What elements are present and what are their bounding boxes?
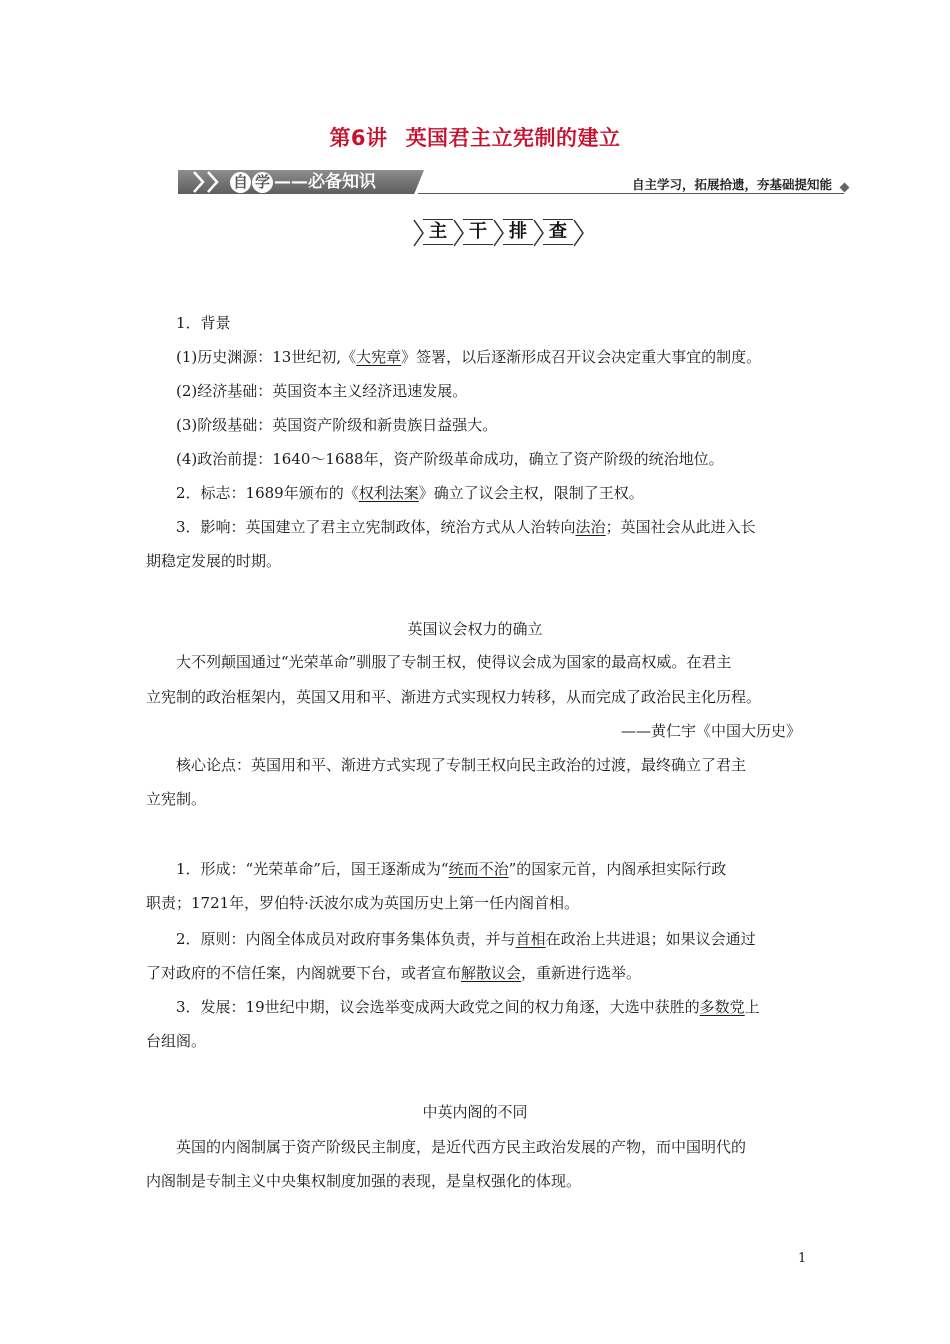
history-origin-line xyxy=(176,340,761,374)
lesson-number: 第6讲 xyxy=(329,126,388,150)
principle-line xyxy=(176,922,756,956)
page-number: 1 xyxy=(798,1251,807,1266)
underlined-term: 法治 xyxy=(575,518,606,536)
principle-line-cont xyxy=(146,956,641,990)
text-run: 2．标志：1689年颁布的《 xyxy=(176,484,359,502)
formation-line-cont: 职责；1721年，罗伯特·沃波尔成为英国历史上第一任内阁首相。 xyxy=(146,894,579,912)
text-run: ”的国家元首，内阁承担实际行政 xyxy=(508,860,727,878)
box2-paragraph-line: 英国的内阁制属于资产阶级民主制度，是近代西方民主政治发展的产物，而中国明代的 xyxy=(176,1138,747,1156)
box1-paragraph-line: 立宪制的政治框架内，英国又用和平、渐进方式实现权力转移，从而完成了政治民主化历程。 xyxy=(146,688,762,706)
banner-char-self: 自 xyxy=(230,172,251,193)
core-argument-line: 立宪制。 xyxy=(146,790,207,808)
background-heading: 1．背景 xyxy=(176,314,231,332)
underlined-term: 首相 xyxy=(515,930,546,948)
underlined-term: 大宪章 xyxy=(356,348,402,366)
text-run: (1)历史渊源：13世纪初,《 xyxy=(176,348,357,366)
underlined-term: 多数党 xyxy=(699,998,745,1016)
section-banner xyxy=(178,168,850,196)
text-run: 上 xyxy=(744,998,760,1016)
diamond-icon xyxy=(840,183,850,193)
banner-rule xyxy=(418,193,844,194)
underlined-term: 解散议会 xyxy=(461,964,522,982)
impact-line xyxy=(176,510,756,544)
box1-heading: 英国议会权力的确立 xyxy=(407,620,543,638)
box2-paragraph-line: 内阁制是专制主义中央集权制度加强的表现，是皇权强化的体现。 xyxy=(146,1172,582,1190)
chevron-right-icon xyxy=(206,170,220,194)
box1-paragraph-line: 大不列颠国通过“光荣革命”驯服了专制王权，使得议会成为国家的最高权威。在君主 xyxy=(176,653,732,671)
text-run: 在政治上共进退；如果议会通过 xyxy=(545,930,756,948)
development-line-cont: 台组阁。 xyxy=(146,1032,207,1050)
chevron-right-icon xyxy=(192,170,206,194)
economic-basis-line: (2)经济基础：英国资本主义经济迅速发展。 xyxy=(176,382,468,400)
box1-source: ——黄仁宇《中国大历史》 xyxy=(621,722,802,740)
lesson-name: 英国君主立宪制的建立 xyxy=(405,126,621,150)
banner-slogan: 自主学习，拓展拾遗，夯基础提知能 xyxy=(631,177,832,192)
chevron-right-icon xyxy=(573,219,585,247)
text-run: ，重新进行选举。 xyxy=(521,964,642,982)
zhugan-char-1: 主 xyxy=(423,219,453,245)
box2-heading: 中英内阁的不同 xyxy=(422,1103,528,1121)
text-run: 3．影响：英国建立了君主立宪制政体，统治方式从人治转向 xyxy=(176,518,576,536)
banner-label-text: ——必备知识 xyxy=(274,172,376,192)
political-premise-line: (4)政治前提：1640～1688年，资产阶级革命成功，确立了资产阶级的统治地位。 xyxy=(176,450,724,468)
zhugan-char-4: 查 xyxy=(543,219,573,245)
text-run: 》签署，以后逐渐形成召开议会决定重大事宜的制度。 xyxy=(401,348,762,366)
formation-line xyxy=(176,852,726,886)
core-argument-line: 核心论点：英国用和平、渐进方式实现了专制王权向民主政治的过渡，最终确立了君主 xyxy=(176,756,747,774)
symbol-line xyxy=(176,476,644,510)
text-run: 》确立了议会主权，限制了王权。 xyxy=(418,484,644,502)
underlined-term: 权利法案 xyxy=(358,484,419,502)
text-run: ；英国社会从此进入长 xyxy=(605,518,756,536)
text-run: 了对政府的不信任案，内阁就要下台，或者宣布 xyxy=(146,964,462,982)
class-basis-line: (3)阶级基础：英国资产阶级和新贵族日益强大。 xyxy=(176,416,498,434)
text-run: 1．形成：“光荣革命”后，国王逐渐成为“ xyxy=(176,860,449,878)
text-run: 2．原则：内阁全体成员对政府事务集体负责，并与 xyxy=(176,930,516,948)
lesson-title xyxy=(0,122,950,152)
banner-char-study: 学 xyxy=(252,172,273,193)
banner-label xyxy=(230,171,376,193)
zhugan-char-3: 排 xyxy=(503,219,533,245)
development-line xyxy=(176,990,760,1024)
zhugan-char-2: 干 xyxy=(463,219,493,245)
text-run: 3．发展：19世纪中期，议会选举变成两大政党之间的权力角逐，大选中获胜的 xyxy=(176,998,700,1016)
underlined-term: 统而不治 xyxy=(448,860,509,878)
impact-line-cont: 期稳定发展的时期。 xyxy=(146,552,282,570)
